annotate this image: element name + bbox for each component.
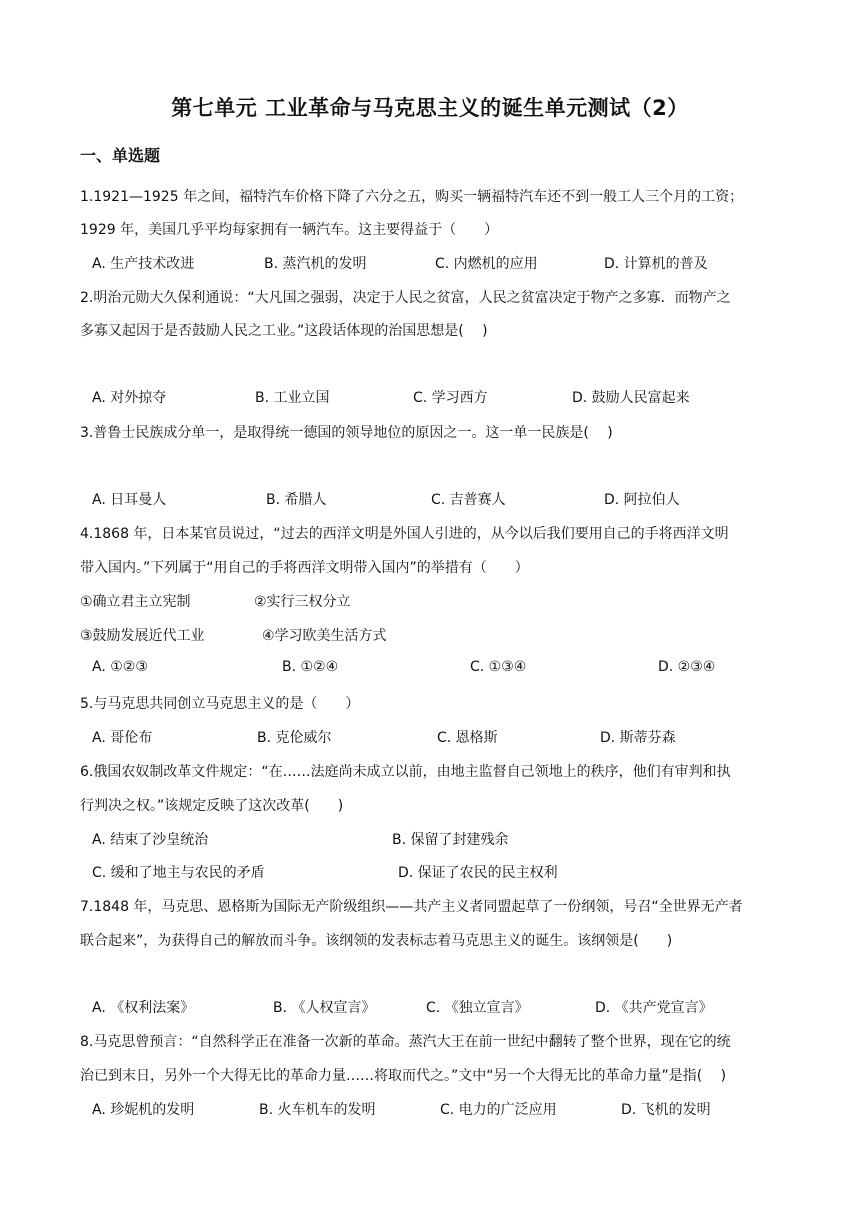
question-2-line-2: 多寡又起因于是否鼓励人民之工业。”这段话体现的治国思想是( ) <box>80 323 488 339</box>
question-2-option-c[interactable]: C. 学习西方 <box>413 390 488 406</box>
question-2-option-a[interactable]: A. 对外掠夺 <box>92 390 167 406</box>
question-4-item-3: ③鼓励发展近代工业 <box>80 628 205 644</box>
question-4-option-d[interactable]: D. ②③④ <box>658 659 716 675</box>
question-6-option-a[interactable]: A. 结束了沙皇统治 <box>92 832 209 848</box>
section-heading: 一、单选题 <box>80 146 161 165</box>
question-4-line-2: 带入国内。”下列属于“用自己的手将西洋文明带入国内”的举措有（ ） <box>80 560 529 576</box>
question-4-item-2: ②实行三权分立 <box>254 594 351 610</box>
page-title: 第七单元 工业革命与马克思主义的诞生单元测试（2） <box>171 96 689 120</box>
question-5-option-d[interactable]: D. 斯蒂芬森 <box>600 730 676 746</box>
question-5-line-1: 5.与马克思共同创立马克思主义的是（ ） <box>80 696 360 712</box>
question-1-option-a[interactable]: A. 生产技术改进 <box>92 256 195 272</box>
question-2-option-d[interactable]: D. 鼓励人民富起来 <box>572 390 690 406</box>
question-1-line-1: 1.1921—1925 年之间，福特汽车价格下降了六分之五，购买一辆福特汽车还不到一般工人三个月的工资； <box>80 189 744 205</box>
question-8-option-d[interactable]: D. 飞机的发明 <box>621 1102 711 1118</box>
question-3-option-d[interactable]: D. 阿拉伯人 <box>604 492 680 508</box>
question-8-option-c[interactable]: C. 电力的广泛应用 <box>440 1102 557 1118</box>
question-8-option-b[interactable]: B. 火车机车的发明 <box>259 1102 376 1118</box>
question-5-option-a[interactable]: A. 哥伦布 <box>92 730 153 746</box>
question-4-item-4: ④学习欧美生活方式 <box>262 628 387 644</box>
question-3-option-a[interactable]: A. 日耳曼人 <box>92 492 167 508</box>
question-6-option-c[interactable]: C. 缓和了地主与农民的矛盾 <box>92 865 265 881</box>
question-1-line-2: 1929 年，美国几乎平均每家拥有一辆汽车。这主要得益于（ ） <box>80 222 499 238</box>
question-5-option-b[interactable]: B. 克伦威尔 <box>257 730 332 746</box>
question-2-line-1: 2.明治元勋大久保利通说：“大凡国之强弱，决定于人民之贫富，人民之贫富决定于物产之多寡．而物产之 <box>80 290 731 306</box>
question-4-option-a[interactable]: A. ①②③ <box>92 659 148 675</box>
question-2-option-b[interactable]: B. 工业立国 <box>255 390 330 406</box>
question-4-option-c[interactable]: C. ①③④ <box>470 659 527 675</box>
question-4-item-1: ①确立君主立宪制 <box>80 594 191 610</box>
question-1-option-b[interactable]: B. 蒸汽机的发明 <box>264 256 367 272</box>
question-4-option-b[interactable]: B. ①②④ <box>282 659 339 675</box>
question-7-option-a[interactable]: A. 《权利法案》 <box>92 1000 195 1016</box>
question-6-option-b[interactable]: B. 保留了封建残余 <box>392 832 509 848</box>
question-5-option-c[interactable]: C. 恩格斯 <box>437 730 498 746</box>
question-3-option-b[interactable]: B. 希腊人 <box>266 492 327 508</box>
question-7-option-b[interactable]: B. 《人权宣言》 <box>273 1000 376 1016</box>
question-8-line-1: 8.马克思曾预言：“自然科学正在准备一次新的革命。蒸汽大王在前一世纪中翻转了整个世界，现在它的统 <box>80 1034 731 1050</box>
question-6-line-2: 行判决之权。”该规定反映了这次改革( ) <box>80 798 344 814</box>
question-1-option-d[interactable]: D. 计算机的普及 <box>604 256 708 272</box>
question-6-line-1: 6.俄国农奴制改革文件规定：“在……法庭尚未成立以前，由地主监督自己领地上的秩序，他们有审判和执 <box>80 764 731 780</box>
question-3-line-1: 3.普鲁士民族成分单一，是取得统一德国的领导地位的原因之一。这一单一民族是( ) <box>80 425 613 441</box>
question-1-option-c[interactable]: C. 内燃机的应用 <box>435 256 538 272</box>
question-7-line-2: 联合起来”，为获得自己的解放而斗争。该纲领的发表标志着马克思主义的诞生。该纲领是( ) <box>80 933 673 949</box>
question-3-option-c[interactable]: C. 吉普赛人 <box>431 492 506 508</box>
question-8-line-2: 治已到末日，另外一个大得无比的革命力量……将取而代之。”文中“另一个大得无比的革命力量”是指( ) <box>80 1068 727 1084</box>
question-8-option-a[interactable]: A. 珍妮机的发明 <box>92 1102 195 1118</box>
question-4-line-1: 4.1868 年，日本某官员说过，“过去的西洋文明是外国人引进的，从今以后我们要用自己的手将西洋文明 <box>80 526 729 542</box>
question-7-option-d[interactable]: D. 《共产党宣言》 <box>595 1000 713 1016</box>
question-7-line-1: 7.1848 年，马克思、恩格斯为国际无产阶级组织——共产主义者同盟起草了一份纲领，号召“全世界无产者 <box>80 899 743 915</box>
question-6-option-d[interactable]: D. 保证了农民的民主权利 <box>398 865 558 881</box>
question-7-option-c[interactable]: C. 《独立宣言》 <box>426 1000 529 1016</box>
